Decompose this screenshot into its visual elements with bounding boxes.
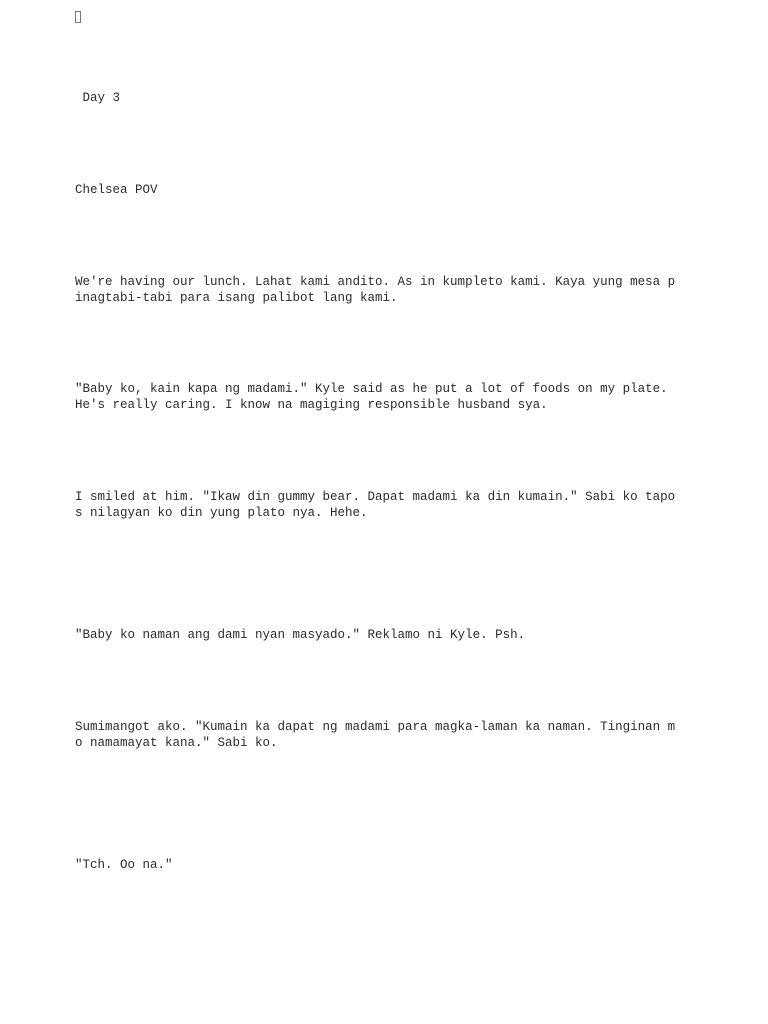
paragraph-1-line-1: We're having our lunch. Lahat kami andito. As in kumpleto kami. Kaya yung mesa p	[75, 275, 676, 289]
paragraph-6-line-1: "Tch. Oo na."	[75, 858, 173, 872]
paragraph-3-line-1: I smiled at him. "Ikaw din gummy bear. Dapat madami ka din kumain." Sabi ko tapo	[75, 490, 676, 504]
day-heading: Day 3	[75, 91, 121, 105]
pov-label: Chelsea POV	[75, 183, 158, 197]
paragraph-5-line-1: Sumimangot ako. "Kumain ka dapat ng madami para magka-laman ka naman. Tinginan m	[75, 720, 676, 734]
paragraph-2-line-1: "Baby ko, kain kapa ng madami." Kyle said as he put a lot of foods on my plate.	[75, 382, 668, 396]
paragraph-1-line-2: inagtabi-tabi para isang palibot lang kami.	[75, 291, 398, 305]
paragraph-5-line-2: o namamayat kana." Sabi ko.	[75, 736, 278, 750]
paragraph-2-line-2: He's really caring. I know na magiging responsible husband sya.	[75, 398, 548, 412]
paragraph-4-line-1: "Baby ko naman ang dami nyan masyado." Reklamo ni Kyle. Psh.	[75, 628, 526, 642]
missing-glyph-icon	[75, 11, 81, 23]
paragraph-3-line-2: s nilagyan ko din yung plato nya. Hehe.	[75, 506, 368, 520]
